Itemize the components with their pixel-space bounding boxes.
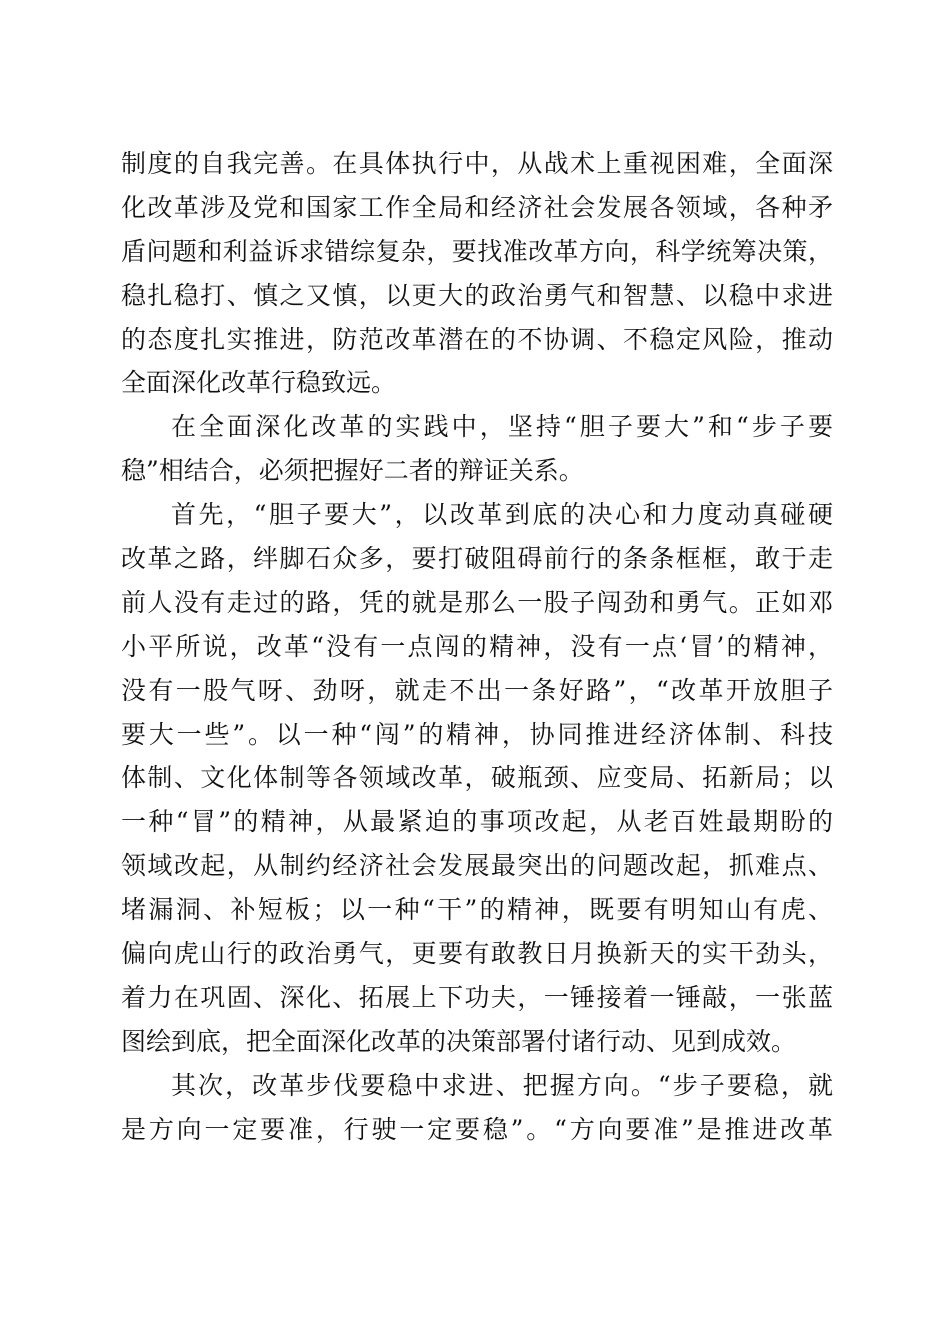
paragraph-1 <box>121 142 833 405</box>
text-line: 化改革涉及党和国家工作全局和经济社会发展各领域，各种矛 <box>121 192 833 222</box>
text-line: 前人没有走过的路，凭的就是那么一股子闯劲和勇气。正如邓 <box>121 587 833 617</box>
text-line: 小平所说，改革“没有一点闯的精神，没有一点‘冒’的精神， <box>121 631 833 661</box>
text-line: 首先，“胆子要大”，以改革到底的决心和力度动真碰硬 <box>171 500 833 530</box>
paragraph-3 <box>121 493 833 1064</box>
text-line: 盾问题和利益诉求错综复杂，要找准改革方向，科学统筹决策， <box>121 236 833 266</box>
text-line: 全面深化改革行稳致远。 <box>121 368 397 398</box>
text-line: 要大一些”。以一种“闯”的精神，协同推进经济体制、科技 <box>121 719 833 749</box>
text-line: 没有一股气呀、劲呀，就走不出一条好路”，“改革开放胆子 <box>121 675 833 705</box>
text-line: 在全面深化改革的实践中，坚持“胆子要大”和“步子要 <box>171 412 833 442</box>
text-line: 一种“冒”的精神，从最紧迫的事项改起，从老百姓最期盼的 <box>121 807 833 837</box>
text-line: 其次，改革步伐要稳中求进、把握方向。“步子要稳，就 <box>171 1070 833 1100</box>
text-line: 偏向虎山行的政治勇气，更要有敢教日月换新天的实干劲头， <box>121 939 833 969</box>
text-line: 领域改起，从制约经济社会发展最突出的问题改起，抓难点、 <box>121 851 833 881</box>
paragraph-2 <box>121 405 833 493</box>
text-line: 改革之路，绊脚石众多，要打破阻碍前行的条条框框，敢于走 <box>121 544 833 574</box>
text-line: 制度的自我完善。在具体执行中，从战术上重视困难，全面深 <box>121 149 833 178</box>
text-line: 稳扎稳打、慎之又慎，以更大的政治勇气和智慧、以稳中求进 <box>121 280 833 310</box>
text-line: 体制、文化体制等各领域改革，破瓶颈、应变局、拓新局；以 <box>121 763 833 793</box>
text-line: 稳”相结合，必须把握好二者的辩证关系。 <box>121 456 584 486</box>
text-line: 的态度扎实推进，防范改革潜在的不协调、不稳定风险，推动 <box>121 324 833 354</box>
document-body <box>121 142 833 1151</box>
paragraph-4 <box>121 1064 833 1152</box>
text-line: 堵漏洞、补短板；以一种“干”的精神，既要有明知山有虎、 <box>121 895 833 925</box>
text-line: 图绘到底，把全面深化改革的决策部署付诸行动、见到成效。 <box>121 1026 797 1056</box>
text-line: 是方向一定要准，行驶一定要稳”。“方向要准”是推进改革 <box>121 1114 833 1144</box>
text-line: 着力在巩固、深化、拓展上下功夫，一锤接着一锤敲，一张蓝 <box>121 982 833 1012</box>
